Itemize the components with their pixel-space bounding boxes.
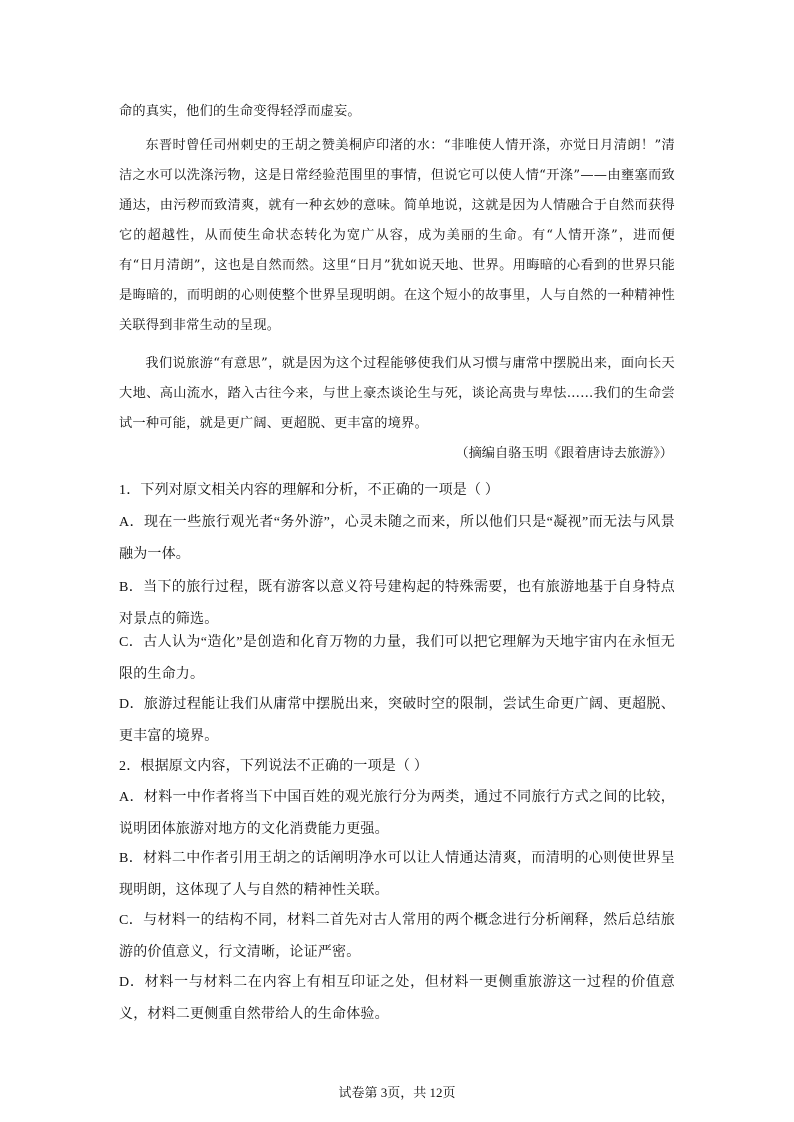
question-2-option-c: C．与材料一的结构不同，材料二首先对古人常用的两个概念进行分析阐释，然后总结旅游的价值意义，行文清晰，论证严密。 [119,913,675,960]
question-1-option-c: C．古人认为“造化”是创造和化育万物的力量，我们可以把它理解为天地宇宙内在永恒无限的生命力。 [119,635,675,682]
passage-paragraph-3: 我们说旅游“有意思”，就是因为这个过程能够使我们从习惯与庸常中摆脱出来，面向长天大地、高山流水，踏入古往今来，与世上豪杰谈论生与死，谈论高贵与卑怯……我们的生命尝试一种可能，就是更广阔、更超脱、更丰富的境界。 [119,356,675,431]
question-1-option-a: A．现在一些旅行观光者“务外游”，心灵未随之而来，所以他们只是“凝视”而无法与风景融为一体。 [119,515,675,562]
question-2-stem: 2．根据原文内容，下列说法不正确的一项是（ ） [119,759,429,774]
question-1-option-d: D．旅游过程能让我们从庸常中摆脱出来，突破时空的限制，尝试生命更广阔、更超脱、更丰富的境界。 [119,697,675,744]
page-footer: 试卷第 3页，共 12页 [338,1085,456,1100]
passage-paragraph-tail: 命的真实，他们的生命变得轻浮而虚妄。 [119,104,361,119]
question-2-option-b: B．材料二中作者引用王胡之的话阐明净水可以让人情通达清爽，而清明的心则使世界呈现明朗，这体现了人与自然的精神性关联。 [119,851,675,898]
passage-source: （摘编自骆玉明《跟着唐诗去旅游》） [455,446,673,461]
question-2-option-a: A．材料一中作者将当下中国百姓的观光旅行分为两类，通过不同旅行方式之间的比较，说明团体旅游对地方的文化消费能力更强。 [119,790,675,837]
passage-paragraph-2: 东晋时曾任司州刺史的王胡之赞美桐庐印渚的水：“非唯使人情开涤，亦觉日月清朗！”清洁之水可以洗涤污物，这是日常经验范围里的事情，但说它可以使人情“开涤”——由壅塞而致通达，由污秽而致清爽，就有一种玄妙的意味。简单地说，这就是因为人情融合于自然而获得它的超越性，从而使生命状态转化为宽广从容，成为美丽的生命。有“人情开涤”，进而便有“日月清朗”，这也是自然而然。这里“日月”犹如说天地、世界。用晦暗的心看到的世界只能是晦暗的，而明朗的心则使整个世界呈现明朗。在这个短小的故事里，人与自然的一种精神性关联得到非常生动的呈现。 [119,138,675,333]
question-1-stem: 1．下列对原文相关内容的理解和分析，不正确的一项是（ ） [119,483,500,498]
question-2-option-d: D．材料一与材料二在内容上有相互印证之处，但材料一更侧重旅游这一过程的价值意义，材料二更侧重自然带给人的生命体验。 [119,975,675,1022]
question-1-option-b: B．当下的旅行过程，既有游客以意义符号建构起的特殊需要，也有旅游地基于自身特点对景点的筛选。 [119,580,675,627]
